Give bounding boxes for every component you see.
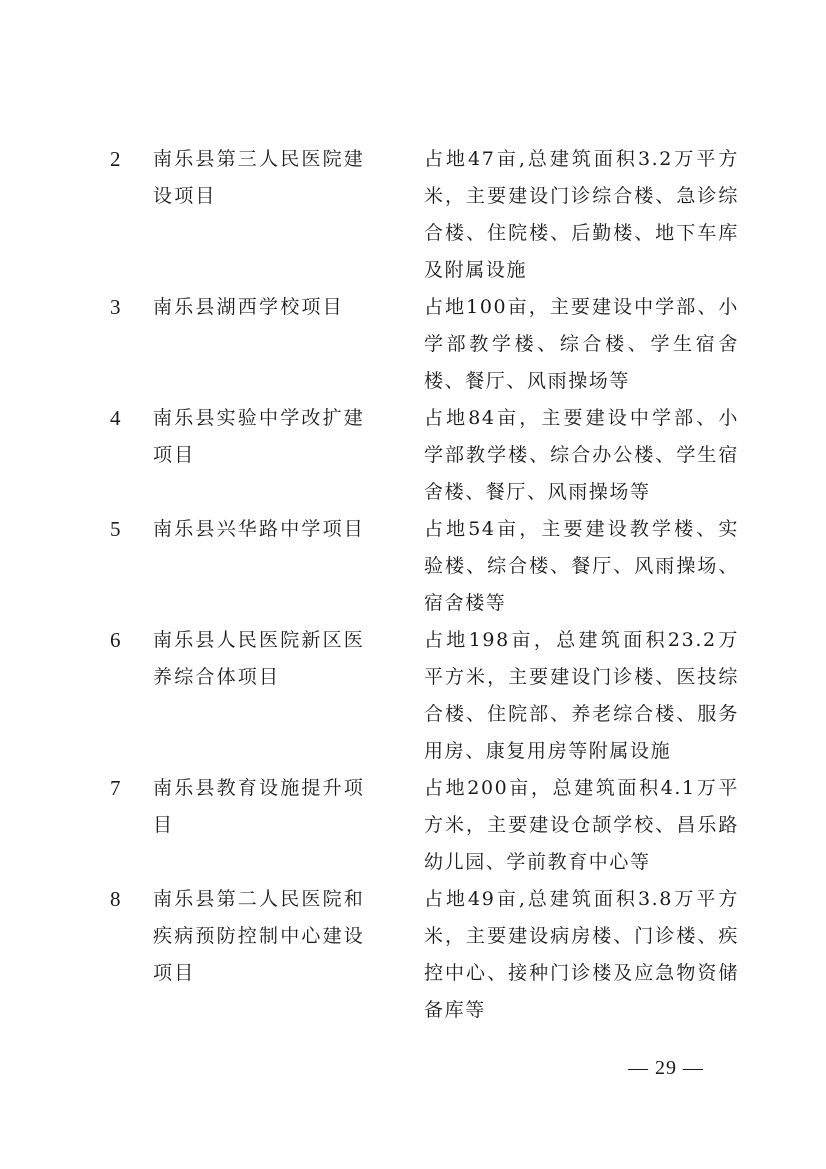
project-description: 占地49亩,总建筑面积3.8万平方米，主要建设病房楼、门诊楼、疾控中心、接种门诊楼及应急物资储备库等: [424, 888, 739, 1021]
table-row: [110, 770, 740, 881]
project-description: 占地198亩，总建筑面积23.2万平方米，主要建设门诊楼、医技综合楼、住院部、养老综合楼、服务用房、康复用房等附属设施: [424, 629, 739, 762]
row-number: 6: [110, 628, 121, 652]
row-number: 8: [110, 887, 121, 911]
row-number: 5: [110, 517, 121, 541]
project-name: 南乐县兴华路中学项目: [153, 518, 366, 540]
project-name: 南乐县第二人民医院和疾病预防控制中心建设项目: [153, 888, 366, 984]
project-name: 南乐县教育设施提升项目: [153, 777, 366, 836]
page-number: — 29 —: [628, 1057, 704, 1079]
table-row: [110, 622, 740, 770]
row-number: 3: [110, 295, 121, 319]
project-table: [110, 141, 740, 1029]
project-description: 占地54亩，主要建设教学楼、实验楼、综合楼、餐厅、风雨操场、宿舍楼等: [424, 518, 739, 614]
table-row: [110, 141, 740, 289]
project-description: 占地100亩，主要建设中学部、小学部教学楼、综合楼、学生宿舍楼、餐厅、风雨操场等: [424, 296, 739, 392]
project-name: 南乐县人民医院新区医养综合体项目: [153, 629, 366, 688]
project-name: 南乐县实验中学改扩建项目: [153, 407, 366, 466]
project-description: 占地84亩，主要建设中学部、小学部教学楼、综合办公楼、学生宿舍楼、餐厅、风雨操场等: [424, 407, 739, 503]
table-row: [110, 400, 740, 511]
project-name: 南乐县第三人民医院建设项目: [153, 148, 366, 207]
project-name: 南乐县湖西学校项目: [153, 296, 344, 318]
row-number: 2: [110, 147, 121, 171]
row-number: 7: [110, 776, 121, 800]
project-description: 占地47亩,总建筑面积3.2万平方米，主要建设门诊综合楼、急诊综合楼、住院楼、后勤楼、地下车库及附属设施: [424, 148, 739, 281]
row-number: 4: [110, 406, 121, 430]
table-row: [110, 511, 740, 622]
table-row: [110, 881, 740, 1029]
project-description: 占地200亩，总建筑面积4.1万平方米，主要建设仓颉学校、昌乐路幼儿园、学前教育中心等: [424, 777, 739, 873]
table-row: [110, 289, 740, 400]
